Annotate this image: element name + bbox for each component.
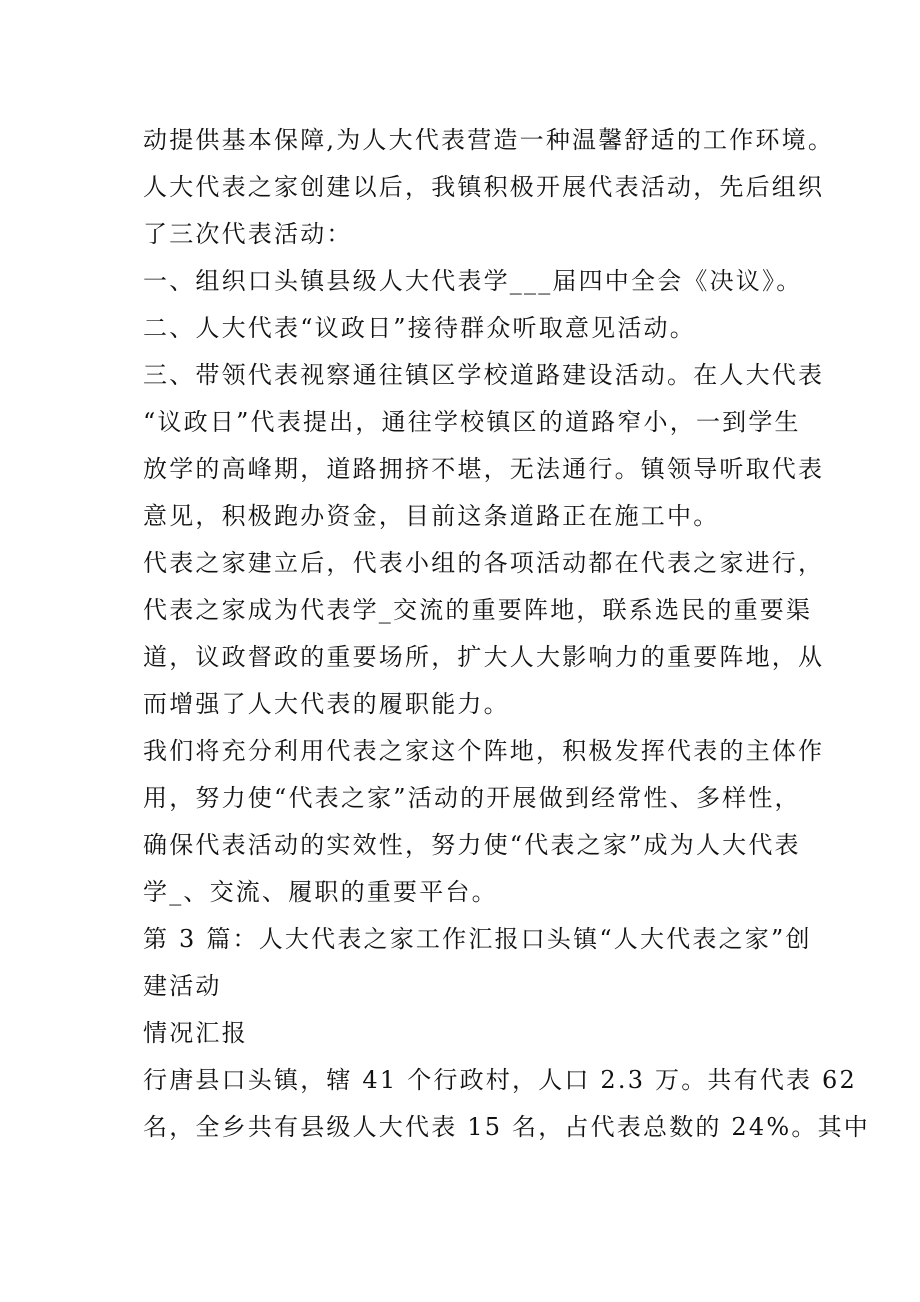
text-line: 人大代表之家创建以后，我镇积极开展代表活动，先后组织	[143, 173, 825, 201]
text-line: 用，努力使“代表之家”活动的开展做到经常性、多样性，	[143, 784, 801, 812]
text-line: 行唐县口头镇，辖 41 个行政村，人口 2.3 万。共有代表 62	[143, 1066, 857, 1094]
text-line: “议政日”代表提出，通往学校镇区的道路窄小，一到学生	[143, 408, 801, 436]
text-line: 代表之家成为代表学_交流的重要阵地，联系选民的重要渠	[143, 596, 813, 624]
section-heading-line: 建活动	[143, 972, 222, 1000]
text-line: 放学的高峰期，道路拥挤不堪，无法通行。镇领导听取代表	[143, 455, 825, 483]
text-line: 学_、交流、履职的重要平台。	[143, 878, 498, 906]
report-subtitle: 情况汇报	[143, 1019, 248, 1047]
text-line: 我们将充分利用代表之家这个阵地，积极发挥代表的主体作	[143, 737, 825, 765]
text-line: 一、组织口头镇县级人大代表学___届四中全会《决议》。	[143, 267, 803, 295]
text-line: 动提供基本保障,为人大代表营造一种温馨舒适的工作环境。	[143, 126, 835, 154]
text-line: 名，全乡共有县级人大代表 15 名，占代表总数的 24%。其中	[143, 1113, 870, 1141]
text-line: 而增强了人大代表的履职能力。	[143, 690, 510, 718]
text-line: 道，议政督政的重要场所，扩大人大影响力的重要阵地，从	[143, 643, 825, 671]
document-body	[143, 117, 870, 1151]
text-line: 三、带领代表视察通往镇区学校道路建设活动。在人大代表	[143, 361, 825, 389]
text-line: 代表之家建立后，代表小组的各项活动都在代表之家进行，	[143, 549, 825, 577]
section-heading-line: 第 3 篇：人大代表之家工作汇报口头镇“人大代表之家”创	[143, 925, 812, 953]
text-line: 二、人大代表“议政日”接待群众听取意见活动。	[143, 314, 696, 342]
text-line: 意见，积极跑办资金，目前这条道路正在施工中。	[143, 502, 720, 530]
text-line: 了三次代表活动：	[143, 220, 353, 248]
text-line: 确保代表活动的实效性，努力使“代表之家”成为人大代表	[143, 831, 801, 859]
